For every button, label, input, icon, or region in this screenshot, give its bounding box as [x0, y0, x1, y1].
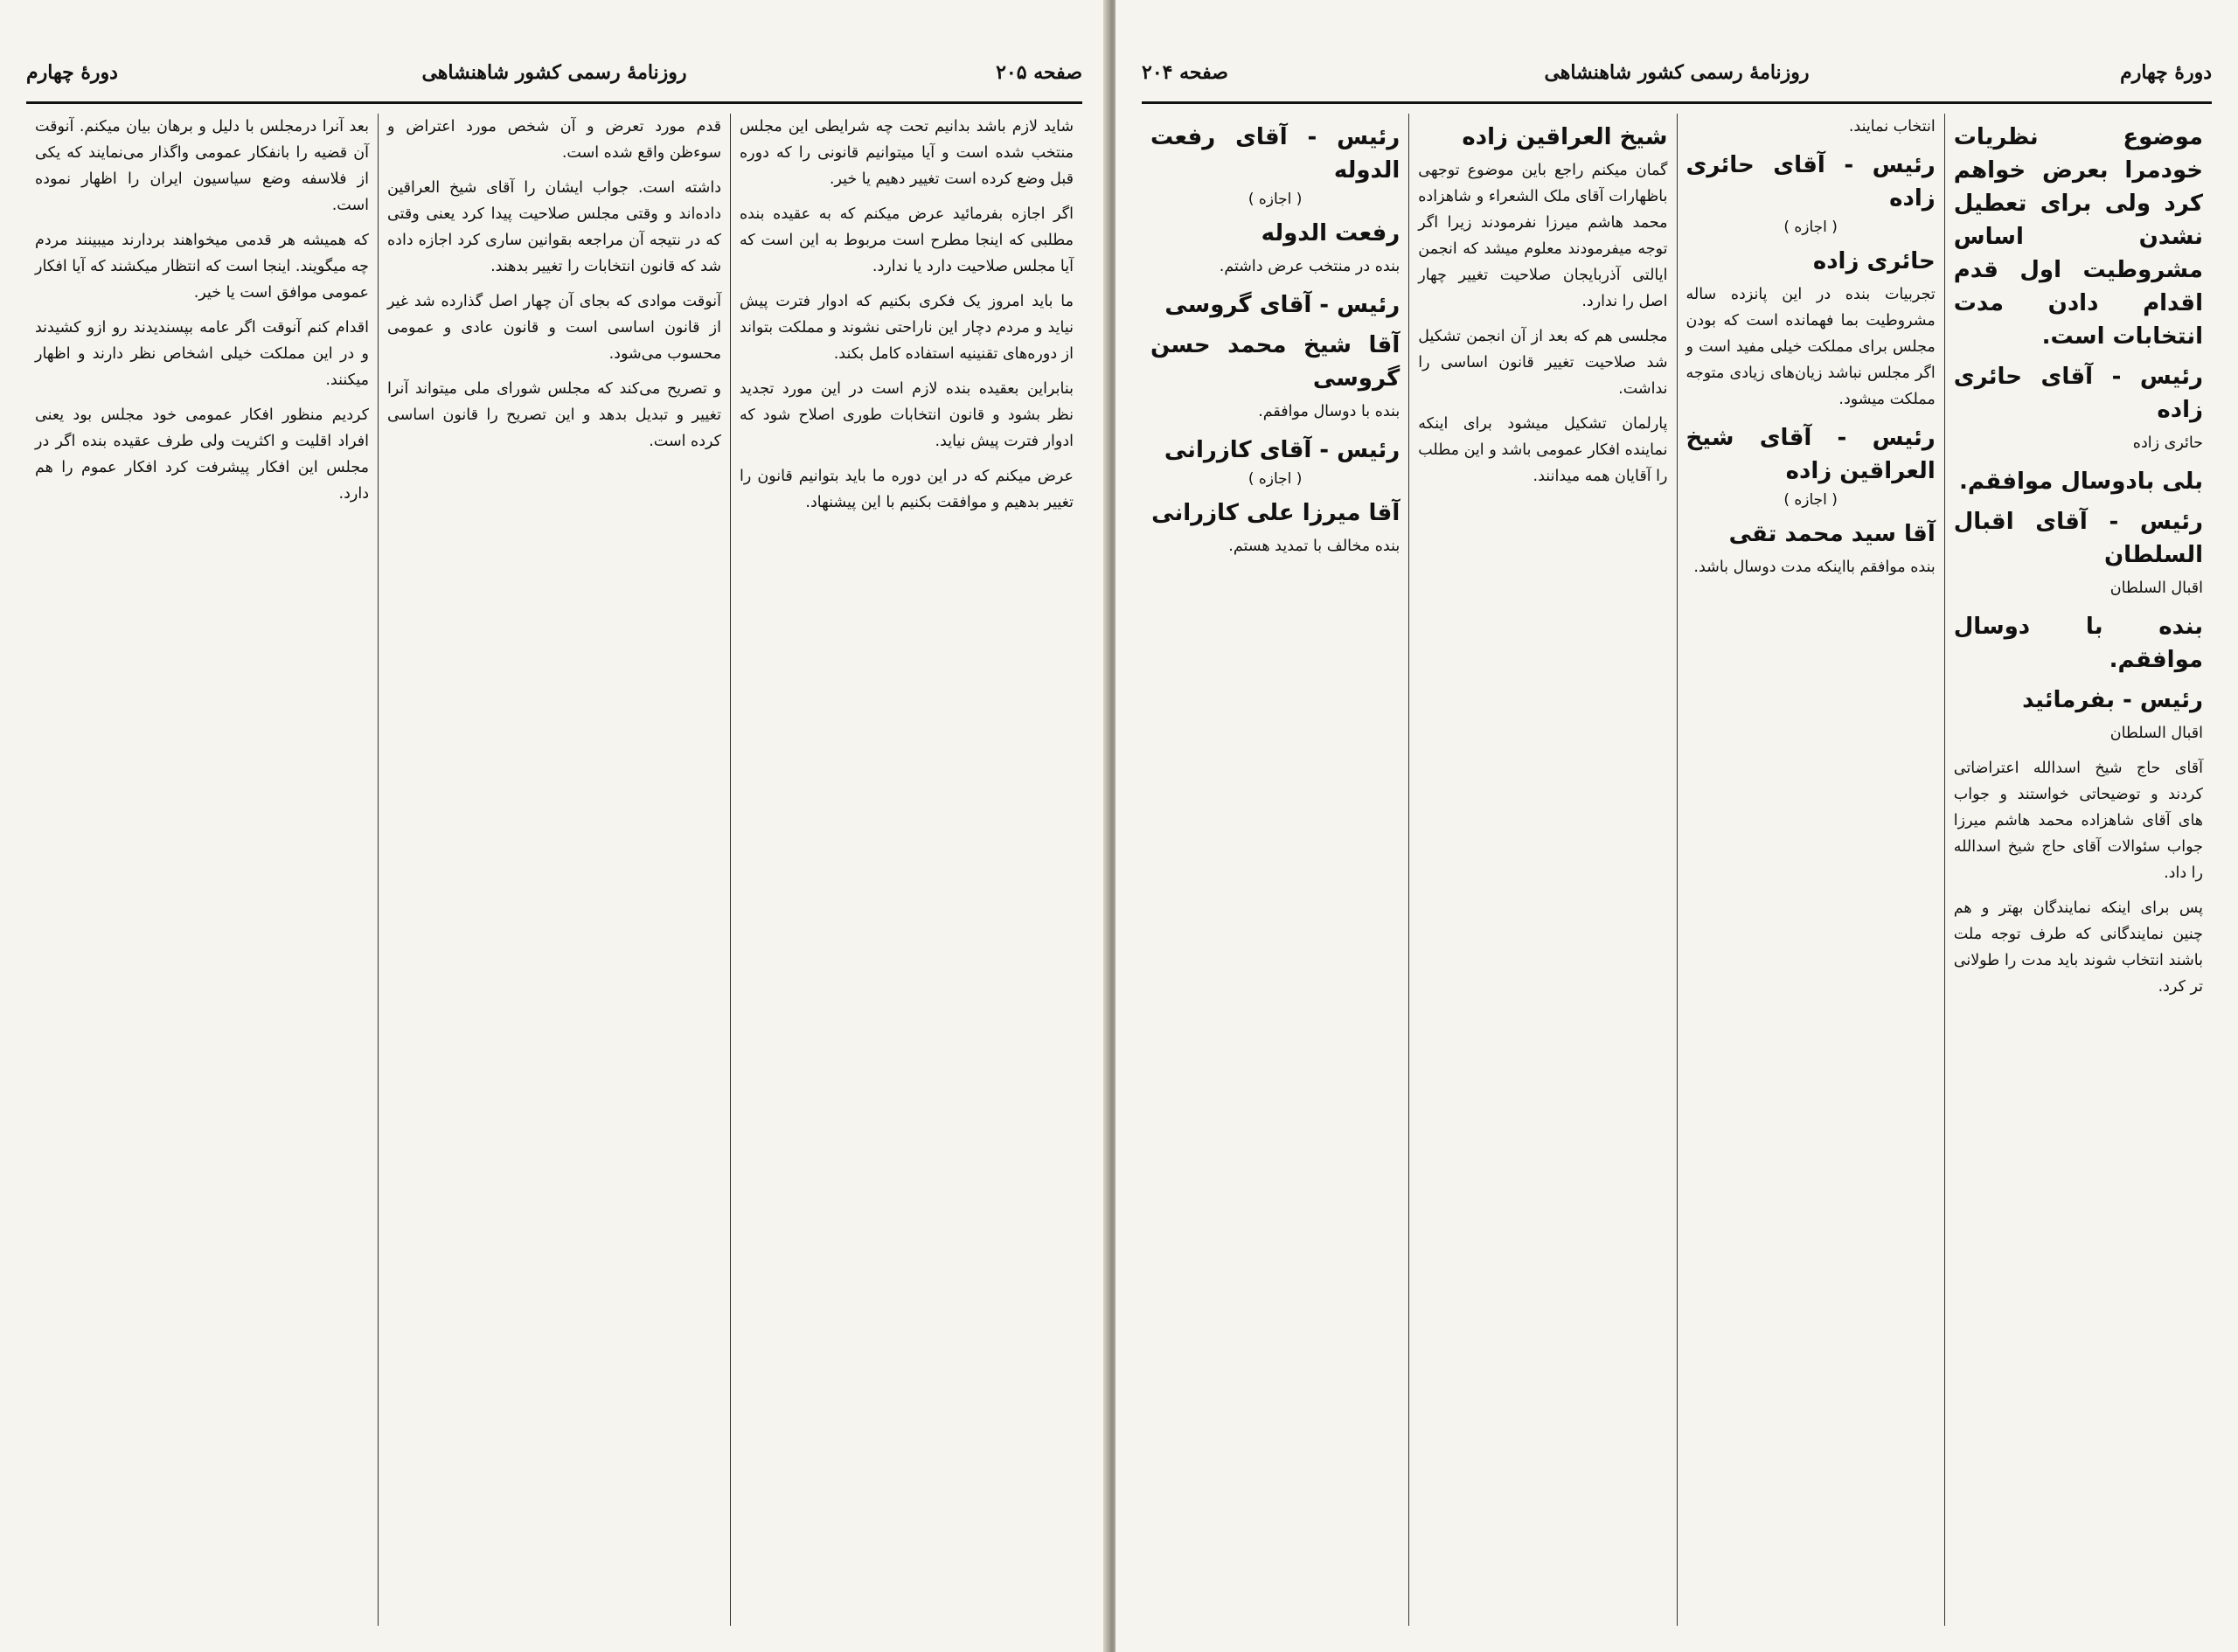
speaker-heading: شیخ العراقین زاده: [1462, 124, 1668, 150]
paragraph: داشته است. جواب ایشان را آقای شیخ العراقین داده‌اند و وقتی مجلس صلاحیت پیدا کرد یعنی وقتی که در نتیجه آن مراجعه بقوانین ساری کرد اجازه داده شد که قانون انتخابات را تغییر بدهند.: [387, 179, 721, 275]
left-page-section: دورهٔ چهارم: [26, 61, 118, 84]
paragraph: پارلمان تشکیل میشود برای اینکه نماینده افکار عمومی باشد و این مطلب را آقایان همه میدانند.: [1418, 415, 1668, 485]
paragraph: بنده موافقم بااینکه مدت دوسال باشد.: [1693, 559, 1936, 576]
speaker-heading: رئیس - آقای کازرانی: [1164, 437, 1400, 463]
speaker-heading: آقا میرزا علی کازرانی: [1151, 500, 1400, 526]
paragraph: انتخاب نمایند.: [1848, 118, 1936, 135]
paragraph: آنوقت موادی که بجای آن چهار اصل گذارده شد غیر از قانون اساسی است و قانون عادی و عمومی محسوب می‌شود.: [387, 293, 721, 363]
speaker-heading: آقا شیخ محمد حسن گروسی: [1150, 332, 1400, 392]
paragraph: عرض میکنم که در این دوره ما باید بتوانیم قانون را تغییر بدهیم و موافقت بکنیم با این پیشنهاد.: [740, 468, 1074, 511]
paragraph: کردیم منظور افکار عمومی خود مجلس بود یعنی افراد اقلیت و اکثریت ولی طرف عقیده بنده اگر در مجلس این افکار پیشرفت کرد افکار عموم را هم دارد.: [35, 406, 369, 503]
paragraph: و تصریح می‌کند که مجلس شورای ملی میتواند آنرا تغییر و تبدیل بدهد و این تصریح را قانون اساسی کرده است.: [387, 380, 721, 450]
right-column-2: [1677, 114, 1944, 1626]
speaker-heading: رئیس - آقای اقبال السلطان: [1953, 509, 2203, 568]
speaker-heading: رئیس - آقای گروسی: [1164, 292, 1400, 318]
left-page-columns: [26, 114, 1082, 1626]
right-page-columns: [1142, 114, 2212, 1626]
speaker-heading: رئیس - آقای حائری زاده: [1685, 152, 1936, 212]
paragraph: بنده با دوسال موافقم.: [1258, 403, 1400, 420]
left-page-number: صفحه ۲۰۵: [996, 61, 1082, 84]
paragraph: بعد آنرا درمجلس با دلیل و برهان بیان میکنم. آنوقت آن قضیه را بانفکار عمومی واگذار می‌نمایند که یکی از فلاسفه وضع سیاسیون ایران را اظهار نموده است.: [35, 118, 369, 214]
left-page-header: [26, 52, 1082, 104]
left-column-1: [730, 114, 1082, 1626]
speaker-heading: رفعت الدوله: [1261, 220, 1400, 246]
permission-note: ( اجازه ): [1783, 219, 1838, 236]
right-column-4: [1142, 114, 1408, 1626]
right-column-1: [1944, 114, 2212, 1626]
right-page-header: [1142, 52, 2212, 104]
paragraph: مجلسی هم که بعد از آن انجمن تشکیل شد صلاحیت تغییر قانون اساسی را نداشت.: [1418, 328, 1668, 398]
paragraph: بنده در منتخب عرض داشتم.: [1219, 258, 1400, 275]
speaker-heading: بنده با دوسال موافقم.: [1953, 614, 2203, 673]
paragraph: اگر اجازه بفرمائید عرض میکنم که به عقیده بنده مطلبی که اینجا مطرح است مربوط به این است که آیا مجلس صلاحیت دارد یا ندارد.: [740, 205, 1074, 275]
paragraph: تجربیات بنده در این پانزده ساله مشروطیت بما فهمانده است که بودن مجلس برای مملکت خیلی مفید است و اگر مجلس نباشد زیان‌های زیادی متوجه مملکت میشود.: [1685, 286, 1936, 408]
paragraph: اقبال السلطان: [2109, 580, 2203, 597]
right-page-number: صفحه ۲۰۴: [1142, 61, 1228, 84]
right-page: [1116, 0, 2238, 1652]
permission-note: ( اجازه ): [1248, 191, 1303, 208]
paragraph: شاید لازم باشد بدانیم تحت چه شرایطی این مجلس منتخب شده است و آیا میتوانیم قانونی را که دوره قبل وضع کرده است تغییر دهیم یا خیر.: [740, 118, 1074, 188]
left-page: [0, 0, 1109, 1652]
right-page-section: دورهٔ چهارم: [2120, 61, 2212, 84]
left-column-3: [26, 114, 378, 1626]
right-page-title: روزنامهٔ رسمی کشور شاهنشاهی: [1544, 61, 1810, 84]
paragraph: قدم مورد تعرض و آن شخص مورد اعتراض و سوءظن واقع شده است.: [387, 118, 721, 162]
speaker-heading: آقا سید محمد تقی: [1728, 521, 1936, 547]
paragraph: اقدام کنم آنوقت اگر عامه بپسندیدند رو ازو کشیدند و در این مملکت خیلی اشخاص نظر دارند و اظهار میکنند.: [35, 319, 369, 389]
speaker-heading: بلی بادوسال موافقم.: [1958, 469, 2203, 495]
paragraph: پس برای اینکه نمایندگان بهتر و هم چنین نمایندگانی که طرف توجه ملت باشند انتخاب شوند باید مدت را طولانی تر کرد.: [1953, 899, 2203, 996]
paragraph: آقای حاج شیخ اسدالله اعتراضاتی کردند و توضیحاتی خواستند و جواب های آقای شاهزاده محمد هاشم میرزا جواب سئوالات آقای حاج شیخ اسدالله را داد.: [1953, 760, 2203, 882]
paragraph: بنده مخالف با تمدید هستم.: [1228, 538, 1400, 555]
right-column-3: [1408, 114, 1676, 1626]
left-column-2: [378, 114, 730, 1626]
paragraph: که همیشه هر قدمی میخواهند بردارند میبینند مردم چه میگویند. اینجا است که انتظار میکشند که آیا افکار عمومی موافق است یا خیر.: [35, 232, 369, 302]
speaker-heading: رئیس - بفرمائید: [2022, 687, 2203, 713]
paragraph: ما باید امروز یک فکری بکنیم که ادوار فترت پیش نیاید و مردم دچار این ناراحتی نشوند و مملکت بتواند از دوره‌های تقنینیه استفاده کامل بکند.: [740, 293, 1074, 363]
permission-note: ( اجازه ): [1783, 491, 1838, 509]
paragraph: اقبال السلطان: [2109, 725, 2203, 742]
paragraph: گمان میکنم راجع باین موضوع توجهی باظهارات آقای ملک الشعراء و شاهزاده محمد هاشم میرزا نفرمودند زیرا اگر توجه میفرمودند معلوم میشد که انجمن ایالتی آذربایجان صلاحیت تغییر چهار اصل را ندارد.: [1418, 162, 1668, 310]
speaker-heading: موضوع نظریات خودمرا بعرض خواهم کرد ولی برای تعطیل نشدن اساس مشروطیت اول قدم اقدام دادن مدت انتخابات است.: [1953, 124, 2203, 350]
paragraph: حائری زاده: [2132, 434, 2203, 452]
speaker-heading: رئیس - آقای حائری زاده: [1953, 364, 2203, 423]
speaker-heading: رئیس - آقای رفعت الدوله: [1150, 124, 1400, 184]
paragraph: بنابراین بعقیده بنده لازم است در این مورد تجدید نظر بشود و قانون انتخابات طوری اصلاح شود که ادوار فترت پیش نیاید.: [740, 380, 1074, 450]
left-page-title: روزنامهٔ رسمی کشور شاهنشاهی: [421, 61, 687, 84]
speaker-heading: حائری زاده: [1812, 248, 1936, 274]
permission-note: ( اجازه ): [1248, 470, 1303, 488]
speaker-heading: رئیس - آقای شیخ العراقین زاده: [1685, 425, 1936, 484]
